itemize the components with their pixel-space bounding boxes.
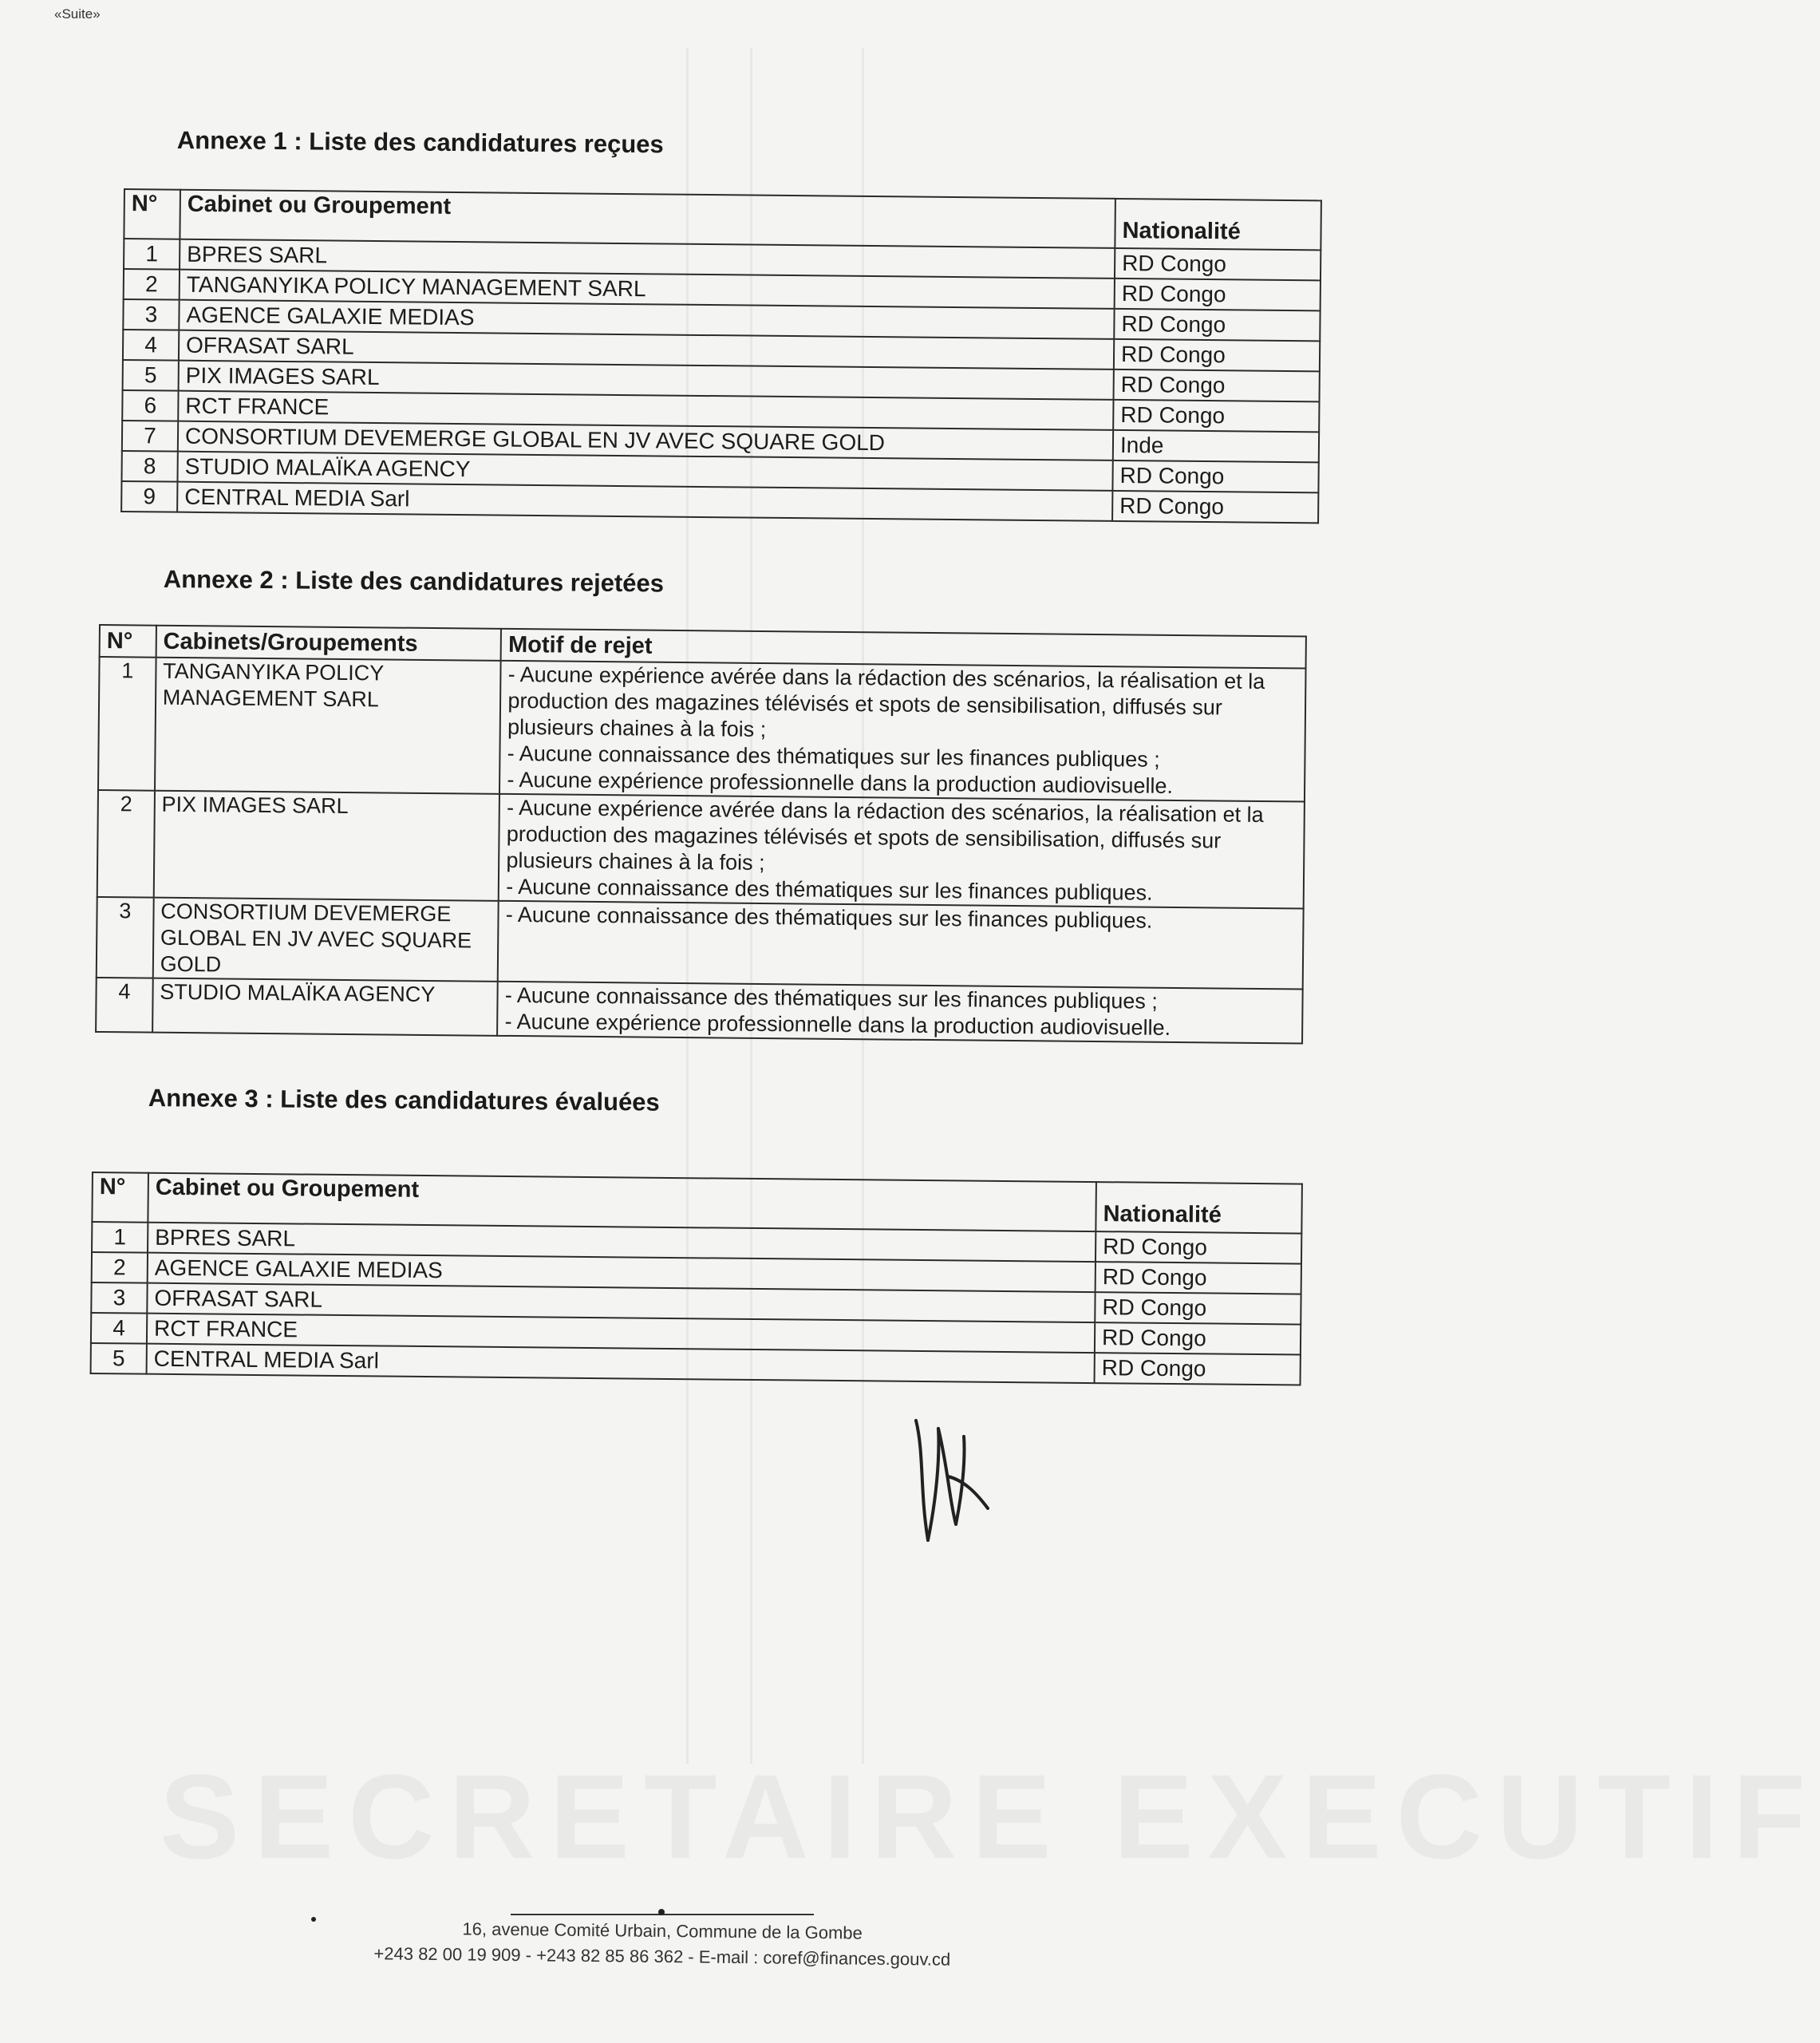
- motif-cell: [499, 661, 1305, 802]
- row-number: 6: [122, 390, 178, 421]
- nationalite-value: RD Congo: [1112, 460, 1318, 492]
- nationalite-value: RD Congo: [1115, 248, 1321, 280]
- row-number: 3: [97, 897, 154, 978]
- row-number: 4: [96, 978, 152, 1033]
- motif-line: - Aucune expérience avérée dans la rédaction des scénarios, la réalisation et la production des magazines télévisés et spots de sensibilisation, diffusés sur plusieurs chaines à la fois ;: [506, 795, 1264, 875]
- header-nationalite: Nationalité: [1115, 199, 1321, 250]
- motif-line: - Aucune expérience avérée dans la rédaction des scénarios, la réalisation et la production des magazines télévisés et spots de sensibilisation, diffusés sur plusieurs chaines à la fois ;: [507, 662, 1265, 742]
- row-number: 2: [92, 1252, 148, 1283]
- cabinet-name: AGENCE GALAXIE MEDIAS: [179, 300, 1114, 339]
- motif-line: - Aucune expérience professionnelle dans la production audiovisuelle.: [507, 767, 1174, 798]
- table-row: [96, 978, 1303, 1044]
- cabinet-name: CENTRAL MEDIA Sarl: [147, 1344, 1095, 1383]
- cabinet-name: AGENCE GALAXIE MEDIAS: [148, 1253, 1096, 1292]
- motif-line: - Aucune connaissance des thématiques sur les finances publiques.: [505, 902, 1153, 933]
- cabinet-name: PIX IMAGES SARL: [153, 791, 499, 901]
- cabinet-name: OFRASAT SARL: [179, 330, 1114, 369]
- motif-cell: [499, 794, 1305, 909]
- nationalite-value: Inde: [1113, 430, 1319, 462]
- cabinet-name: RCT FRANCE: [147, 1314, 1095, 1353]
- cabinet-name: RCT FRANCE: [178, 391, 1113, 430]
- annexe1-title: Annexe 1 : Liste des candidatures reçues: [176, 126, 664, 159]
- cabinet-name: BPRES SARL: [148, 1223, 1096, 1262]
- page-continuation-note: «Suite»: [54, 6, 101, 22]
- annexe3-table: [90, 1172, 1303, 1386]
- nationalite-value: RD Congo: [1114, 309, 1320, 341]
- table-row: [97, 790, 1305, 909]
- nationalite-value: RD Congo: [1095, 1322, 1301, 1354]
- row-number: 1: [124, 239, 180, 270]
- motif-cell: [498, 901, 1304, 990]
- motif-cell: [497, 982, 1302, 1044]
- nationalite-value: RD Congo: [1113, 400, 1319, 432]
- header-motif: Motif de rejet: [501, 629, 1306, 669]
- annexe1-table: [120, 188, 1322, 524]
- cabinet-name: BPRES SARL: [180, 239, 1115, 279]
- motif-line: - Aucune connaissance des thématiques sur les finances publiques.: [506, 874, 1153, 905]
- row-number: 7: [122, 421, 178, 452]
- row-number: 3: [91, 1282, 147, 1314]
- header-num: N°: [124, 189, 180, 239]
- cabinet-name: CONSORTIUM DEVEMERGE GLOBAL EN JV AVEC SQUARE GOLD: [178, 421, 1113, 460]
- cabinet-name: PIX IMAGES SARL: [179, 361, 1114, 400]
- stamp-watermark: SECRETAIRE EXECUTIF: [160, 1749, 1820, 1883]
- row-number: 9: [121, 481, 177, 512]
- nationalite-value: RD Congo: [1114, 339, 1320, 371]
- footer-address: [303, 1915, 1022, 1973]
- nationalite-value: RD Congo: [1095, 1292, 1301, 1324]
- row-number: 1: [92, 1222, 148, 1253]
- annexe3-title: Annexe 3 : Liste des candidatures évaluées: [148, 1084, 660, 1116]
- annexe2-title: Annexe 2 : Liste des candidatures rejetées: [163, 565, 665, 598]
- row-number: 5: [91, 1343, 147, 1374]
- cabinet-name: STUDIO MALAÏKA AGENCY: [152, 978, 498, 1036]
- footer-contact-line: +243 82 00 19 909 - +243 82 85 86 362 - E-mail : coref@finances.gouv.cd: [373, 1943, 951, 1970]
- nationalite-value: RD Congo: [1112, 491, 1318, 523]
- cabinet-name: TANGANYIKA POLICY MANAGEMENT SARL: [180, 270, 1115, 309]
- nationalite-value: RD Congo: [1096, 1262, 1301, 1294]
- header-num: N°: [100, 625, 156, 658]
- nationalite-value: RD Congo: [1115, 279, 1321, 310]
- row-number: 4: [123, 330, 179, 361]
- header-num: N°: [92, 1172, 148, 1223]
- nationalite-value: RD Congo: [1096, 1231, 1301, 1263]
- cabinet-name: STUDIO MALAÏKA AGENCY: [177, 452, 1112, 491]
- cabinet-name: TANGANYIKA POLICY MANAGEMENT SARL: [155, 658, 501, 794]
- row-number: 8: [121, 451, 177, 482]
- motif-line: - Aucune connaissance des thématiques sur les finances publiques ;: [507, 741, 1160, 772]
- motif-line: - Aucune expérience professionnelle dans la production audiovisuelle.: [504, 1009, 1171, 1040]
- row-number: 4: [91, 1313, 147, 1344]
- row-number: 2: [97, 790, 155, 898]
- annexe2-table: [95, 624, 1307, 1045]
- cabinet-name: OFRASAT SARL: [147, 1283, 1095, 1322]
- nationalite-value: RD Congo: [1095, 1353, 1301, 1385]
- row-number: 1: [98, 657, 156, 791]
- motif-line: - Aucune connaissance des thématiques sur les finances publiques ;: [504, 982, 1158, 1014]
- cabinet-name: CONSORTIUM DEVEMERGE GLOBAL EN JV AVEC SQUARE GOLD: [152, 898, 499, 982]
- table-row: [97, 897, 1304, 990]
- header-cabinet: Cabinet ou Groupement: [180, 190, 1115, 248]
- header-nationalite: Nationalité: [1096, 1182, 1302, 1233]
- cabinet-name: CENTRAL MEDIA Sarl: [177, 482, 1112, 521]
- row-number: 2: [124, 269, 180, 300]
- row-number: 3: [123, 299, 179, 330]
- header-cabinet: Cabinet ou Groupement: [148, 1173, 1096, 1231]
- nationalite-value: RD Congo: [1114, 369, 1320, 401]
- handwritten-signature: [900, 1405, 996, 1548]
- row-number: 5: [123, 360, 179, 391]
- footer-address-line: 16, avenue Comité Urbain, Commune de la Gombe: [462, 1919, 863, 1943]
- footer-divider-dot: [658, 1909, 665, 1915]
- table-row: [98, 657, 1306, 802]
- header-cabinets: Cabinets/Groupements: [156, 626, 501, 661]
